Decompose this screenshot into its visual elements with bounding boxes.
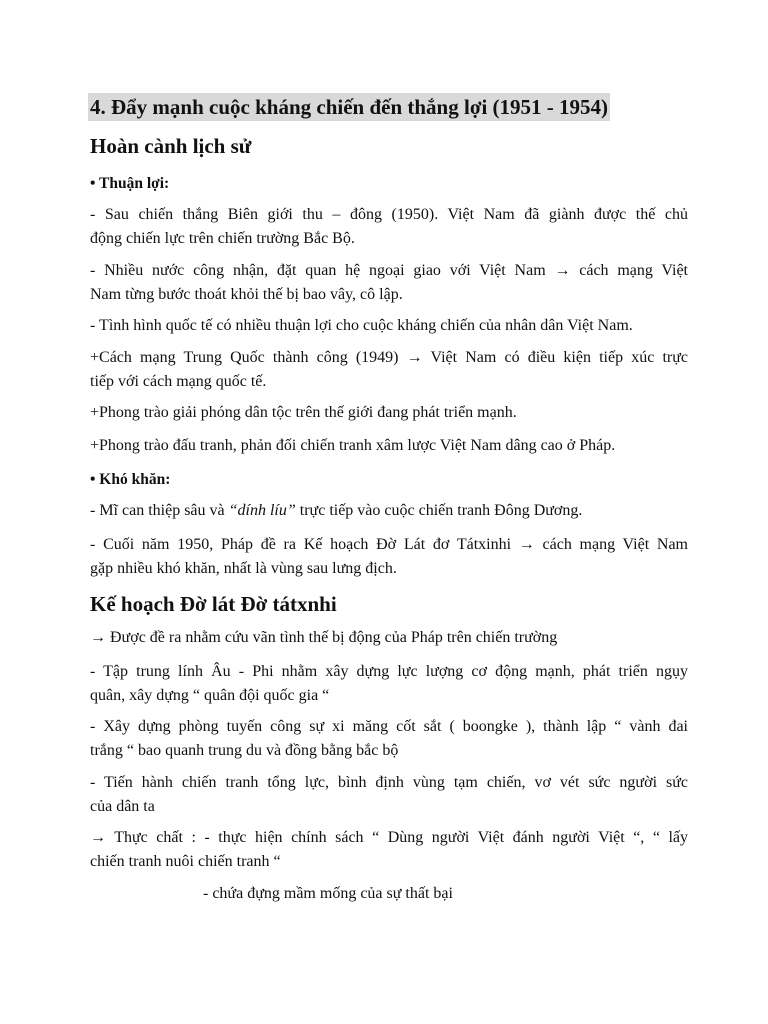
paragraph-line: - Sau chiến thắng Biên giới thu – đông (1950). Việt Nam đã giành được thế chủ bbox=[90, 206, 688, 223]
paragraph-line: quân, xây dựng “ quân đội quốc gia “ bbox=[90, 687, 330, 704]
paragraph-line: +Cách mạng Trung Quốc thành công (1949) → Việt Nam có điều kiện tiếp xúc trực bbox=[90, 349, 688, 366]
plan-paragraph bbox=[90, 626, 688, 650]
plan-paragraph bbox=[90, 826, 688, 874]
paragraph-line: → Được đề ra nhằm cứu vãn tình thế bị động của Pháp trên chiến trường bbox=[90, 629, 558, 646]
quoted-italic-text: “dính líu” bbox=[228, 502, 296, 519]
paragraph-line: - Nhiều nước công nhận, đặt quan hệ ngoại giao với Việt Nam → cách mạng Việt bbox=[90, 262, 688, 279]
paragraph-line: chiến tranh nuôi chiến tranh “ bbox=[90, 853, 281, 870]
paragraph-line: +Phong trào đấu tranh, phản đối chiến tranh xâm lược Việt Nam dâng cao ở Pháp. bbox=[90, 437, 616, 454]
plan-paragraph bbox=[90, 715, 688, 763]
advantages-label: • Thuận lợi: bbox=[90, 175, 170, 192]
paragraph-text: - Mĩ can thiệp sâu và bbox=[90, 502, 229, 519]
difficulty-paragraph bbox=[90, 533, 688, 581]
section-heading-historical-context: Hoàn cành lịch sử bbox=[90, 134, 252, 158]
difficulty-paragraph bbox=[90, 499, 688, 523]
paragraph-line: của dân ta bbox=[90, 798, 155, 815]
paragraph-line: trắng “ bao quanh trung du và đồng bằng bắc bộ bbox=[90, 742, 399, 759]
advantage-paragraph bbox=[90, 401, 688, 425]
plan-paragraph bbox=[90, 660, 688, 708]
paragraph-line: → Thực chất : - thực hiện chính sách “ Dùng người Việt đánh người Việt “, “ lấy bbox=[90, 829, 688, 846]
paragraph-line: Nam từng bước thoát khỏi thế bị bao vây, cô lập. bbox=[90, 286, 403, 303]
plan-final-line: - chứa đựng mầm mống của sự thất bại bbox=[203, 885, 453, 902]
advantage-paragraph bbox=[90, 259, 688, 307]
paragraph-text: trực tiếp vào cuộc chiến tranh Đông Dương. bbox=[295, 502, 583, 519]
plan-paragraph bbox=[90, 771, 688, 819]
paragraph-line: gặp nhiều khó khăn, nhất là vùng sau lưng địch. bbox=[90, 560, 397, 577]
section-heading-plan: Kế hoạch Đờ lát Đờ tátxnhi bbox=[90, 592, 337, 616]
paragraph-line: động chiến lực trên chiến trường Bắc Bộ. bbox=[90, 230, 355, 247]
paragraph-line: - Tiến hành chiến tranh tổng lực, bình định vùng tạm chiến, vơ vét sức người sức bbox=[90, 774, 688, 791]
paragraph-line: - Xây dựng phòng tuyến công sự xi măng cốt sắt ( boongke ), thành lập “ vành đai bbox=[90, 718, 688, 735]
advantage-paragraph bbox=[90, 203, 688, 251]
paragraph-line: - Cuối năm 1950, Pháp đề ra Kế hoạch Đờ Lát đơ Tátxinhi → cách mạng Việt Nam bbox=[90, 536, 688, 553]
document-title: 4. Đẩy mạnh cuộc kháng chiến đến thắng lợi (1951 - 1954) bbox=[90, 95, 609, 119]
difficulties-label: • Khó khăn: bbox=[90, 471, 171, 488]
advantage-paragraph bbox=[90, 314, 688, 338]
advantage-paragraph bbox=[90, 434, 688, 458]
paragraph-line: - Tình hình quốc tế có nhiều thuận lợi cho cuộc kháng chiến của nhân dân Việt Nam. bbox=[90, 317, 633, 334]
paragraph-line: tiếp với cách mạng quốc tế. bbox=[90, 373, 267, 390]
paragraph-line: +Phong trào giải phóng dân tộc trên thế giới đang phát triển mạnh. bbox=[90, 404, 517, 421]
advantage-paragraph bbox=[90, 346, 688, 394]
paragraph-line: - Tập trung lính Âu - Phi nhằm xây dựng lực lượng cơ động mạnh, phát triển ngụy bbox=[90, 663, 688, 680]
